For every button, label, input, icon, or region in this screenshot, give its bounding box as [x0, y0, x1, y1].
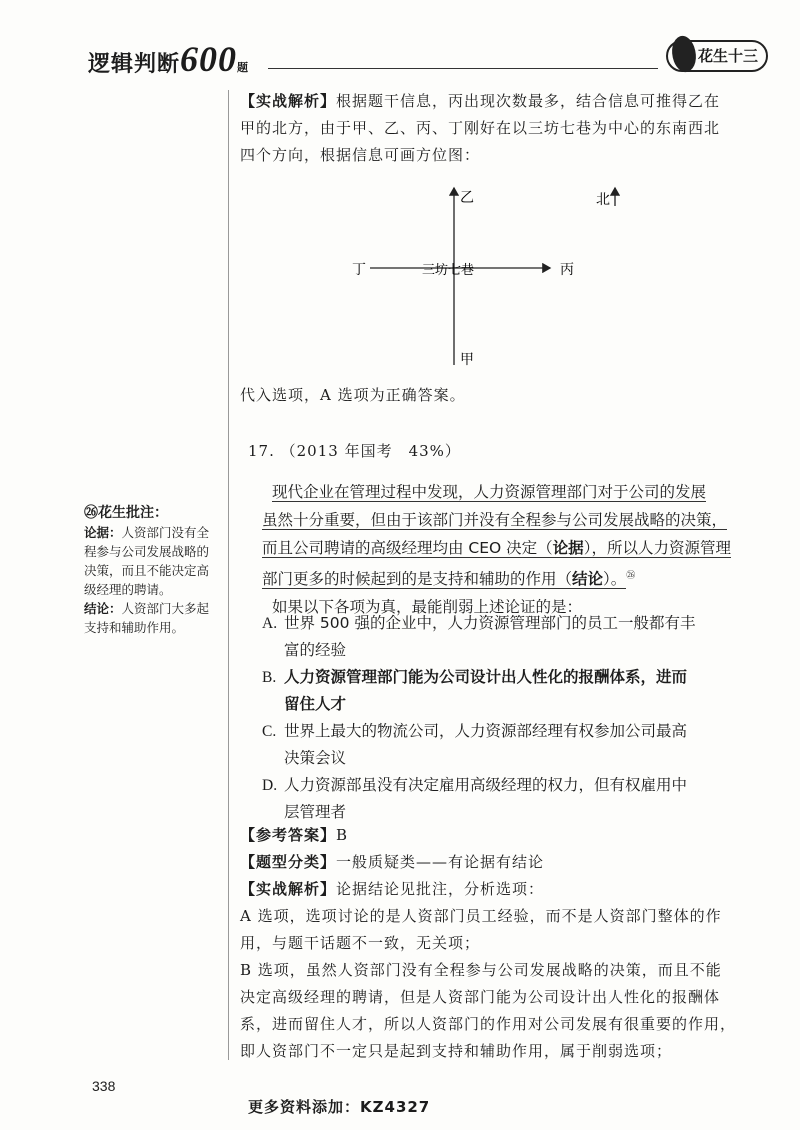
option-letter: A.: [262, 615, 278, 632]
stem-line-2: 虽然十分重要，但由于该部门并没有全程参与公司发展战略的决策，: [262, 511, 728, 529]
question-header: [248, 440, 461, 461]
top-analysis: [240, 88, 740, 169]
option-b-analysis-4: 即人资部门不一定只是起到支持和辅助作用，属于削弱选项；: [240, 1042, 673, 1060]
note-marker: ㉖: [626, 571, 636, 581]
sidebar-con-text: 人资部门大多起支持和辅助作用。: [84, 601, 210, 635]
analysis-line-1: [240, 88, 740, 115]
option-b: [262, 664, 742, 718]
analysis-label: 【实战解析】: [240, 92, 337, 110]
stem-line-4c: ）。: [603, 570, 627, 589]
analysis-line-3: 四个方向，根据信息可画方位图：: [240, 146, 481, 164]
ref-answer-value: B: [336, 826, 349, 844]
book-title-suffix: 题: [237, 61, 250, 74]
south-label: 甲: [460, 352, 474, 368]
book-title-text: 逻辑判断: [88, 52, 181, 77]
option-b-analysis-1: B 选项，虽然人资部门没有全程参与公司发展战略的决策，而且不能: [240, 961, 722, 979]
option-letter: C.: [262, 723, 277, 740]
option-text: 富的经验: [284, 641, 347, 659]
option-a: [262, 610, 742, 664]
answer-section: [240, 822, 740, 1065]
sidebar-note: [84, 504, 216, 637]
option-text: 人力资源管理部门能为公司设计出人性化的报酬体系，进而: [284, 668, 688, 686]
stem-line-3c: ），所以人力资源管理: [583, 539, 731, 557]
book-title-number: 600: [180, 39, 238, 79]
analysis-text-1: 根据题干信息，丙出现次数最多，结合信息可推得乙在: [336, 92, 721, 110]
analysis2-value: 论据结论见批注，分析选项：: [336, 880, 545, 898]
question-stem: [262, 478, 737, 621]
book-title: [88, 38, 249, 80]
analysis-line-2: 甲的北方，由于甲、乙、丙、丁刚好在以三坊七巷为中心的东南西北: [240, 119, 721, 137]
header-rule: [268, 68, 658, 69]
stem-line-3a: 而且公司聘请的高级经理均由 CEO 决定（: [262, 539, 553, 557]
page-number: 338: [92, 1078, 116, 1094]
option-b-analysis-3: 系，进而留住人才，所以人资部门的作用对公司发展有很重要的作用，: [240, 1015, 737, 1033]
question-source: （2013 年国考 43%）: [280, 442, 461, 460]
question-number: 17.: [248, 442, 275, 460]
brand-logo: [666, 40, 768, 72]
stem-premise-tag: 论据: [552, 539, 584, 557]
page-header: [88, 38, 768, 78]
option-letter: B.: [262, 669, 277, 686]
option-text: 人力资源部虽没有决定雇用高级经理的权力，但有权雇用中: [284, 776, 688, 794]
option-text: 决策会议: [284, 749, 347, 767]
sidebar-arg-label: 论据：: [84, 525, 122, 540]
options-list: [262, 610, 742, 826]
question-prompt: 如果以下各项为真，最能削弱上述论证的是：: [272, 598, 583, 617]
option-a-analysis-1: A 选项，选项讨论的是人资部门员工经验，而不是人资部门整体的作: [240, 907, 722, 925]
option-letter: D.: [262, 777, 278, 794]
center-label: 三坊七巷: [422, 263, 475, 278]
compass-label: 北: [596, 192, 610, 208]
analysis-conclusion: 代入选项，A 选项为正确答案。: [240, 386, 466, 404]
option-text: 层管理者: [284, 803, 347, 821]
analysis2-label: 【实战解析】: [240, 880, 337, 898]
option-b-analysis-2: 决定高级经理的聘请，但是人资部门能为公司设计出人性化的报酬体: [240, 988, 721, 1006]
stem-conclusion-tag: 结论: [572, 570, 604, 589]
north-label: 乙: [460, 190, 474, 206]
option-c: [262, 718, 742, 772]
margin-divider: [228, 90, 229, 1060]
stem-line-1: 现代企业在管理过程中发现，人力资源管理部门对于公司的发展: [272, 483, 707, 501]
option-text: 世界 500 强的企业中，人力资源管理部门的员工一般都有丰: [284, 614, 696, 632]
east-label: 丙: [560, 262, 574, 278]
direction-diagram: [340, 180, 660, 370]
sidebar-arg-text: 人资部门没有全程参与公司发展战略的决策，而且不能决定高级经理的聘请。: [84, 525, 210, 597]
stem-line-4a: 部门更多的时候起到的是支持和辅助的作用（: [262, 570, 573, 589]
brand-logo-text: 花生十三: [697, 47, 758, 65]
footer-contact: 更多资料添加：KZ4327: [248, 1098, 431, 1116]
type-label: 【题型分类】: [240, 853, 337, 871]
option-text: 留住人才: [284, 695, 347, 713]
peanut-icon: [667, 33, 702, 75]
ref-answer-label: 【参考答案】: [240, 826, 337, 844]
option-text: 世界上最大的物流公司，人力资源部经理有权参加公司最高: [284, 722, 688, 740]
sidebar-title: ㉖花生批注：: [84, 505, 168, 521]
option-a-analysis-2: 用，与题干话题不一致，无关项；: [240, 934, 481, 952]
sidebar-con-label: 结论：: [84, 601, 122, 616]
option-d: [262, 772, 742, 826]
type-value: 一般质疑类——有论据有结论: [336, 853, 545, 871]
west-label: 丁: [352, 262, 366, 278]
